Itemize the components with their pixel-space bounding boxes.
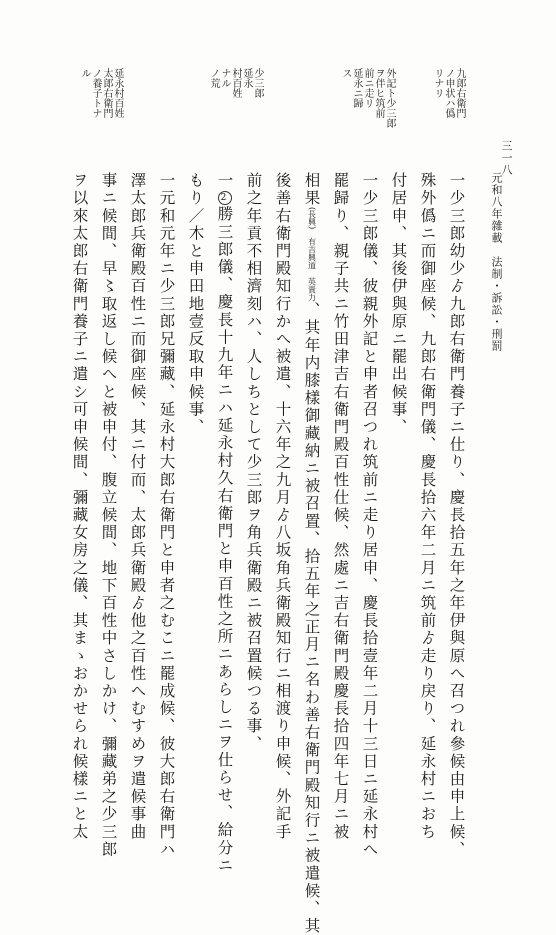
head-note-line: 前ニ走リ xyxy=(362,68,373,108)
head-note-line: 外記ト少三郎 xyxy=(384,68,395,128)
text-column: 一2勝三郎儀、慶長十九年ニハ延永村久右衛門と申百性之所ニあらしニヲ仕らせ、給分ニ xyxy=(215,172,234,875)
running-header: 元和八年雜載 法制・訴訟・刑罰 xyxy=(490,172,503,352)
inline-annotation: (長興) 有吉興道 英貴力 xyxy=(307,207,317,302)
head-note-line: ノ養子トナ xyxy=(90,68,101,118)
head-note-line: ル xyxy=(79,68,90,78)
text-column: 前之年貢不相濟刻ハ、人しちとして少三郎ヲ角兵衛殿ニ被召置候つる事、 xyxy=(244,172,263,753)
text-column: 後善右衛門殿知行かへ被遣、十六年之九月ゟ八坂角兵衛殿知行ニ相渡り申候、外記手 xyxy=(273,172,292,841)
head-note-line: 延永 xyxy=(241,68,252,88)
text-column: 一少三郎儀、彼親外記と申者召つれ筑前ニ走り居申、慶長拾壹年二月十三日ニ延永村へ xyxy=(360,172,379,859)
circled-number: 2 xyxy=(218,191,232,205)
text-column: 一元和元年ニ少三郎兄彌藏、延永村大郎右衛門と申者之むこニ罷成候、彼大郎右衛門ハ xyxy=(157,172,176,859)
head-note-line: 少三郎 xyxy=(252,68,263,98)
head-note-line: 延永ニ歸 xyxy=(351,68,362,108)
head-note-line: 村百姓 xyxy=(230,68,241,98)
head-note-line: ヲ伴ヒ筑前 xyxy=(373,68,384,118)
text-column: ヲ以來太郎右衛門養子ニ遣シ可申候間、彌藏女房之儀、其まゝおかせられ候樣ニと太 xyxy=(70,172,89,841)
head-note-line: ス xyxy=(340,68,351,78)
head-note-line: 九郎右衛門 xyxy=(454,68,465,118)
page-number: 三一八 xyxy=(500,140,513,176)
text-column: 事ニ候間、早〻取返し候へと被申付、腹立候間、地下百性中さしかけ、彌藏弟之少三郎 xyxy=(99,172,118,859)
head-note-line: 延永村百姓 xyxy=(112,68,123,118)
text-column: 相果(長興) 有吉興道 英貴力、其年内膝樣御藏納ニ被召置、拾五年之正月ニ名わ善右衛門殿知行ニ被遣候、其 xyxy=(302,172,321,935)
text-column: 付居申、其後伊與原ニ罷出候事、 xyxy=(389,172,408,436)
text-column: 殊外僞ニ而御座候、九郎右衛門儀、慶長拾六年二月ニ筑前ゟ走り戻り、延永村ニおち xyxy=(418,172,437,841)
head-note-line: ナル xyxy=(219,68,230,88)
head-note-line: リナリ xyxy=(432,68,443,98)
head-note-line: 太郎右衛門 xyxy=(101,68,112,118)
text-column: 罷歸り、親子共ニ竹田津吉右衛門殿百性仕候、然處ニ吉右衛門殿慶長拾四年七月ニ被 xyxy=(331,172,350,841)
text-column: 一少三郎幼少ゟ九郎右衛門養子ニ仕り、慶長拾五年之年伊與原へ召つれ參候由申上候、 xyxy=(447,172,466,859)
head-note-line: ノ申状ハ僞 xyxy=(443,68,454,118)
text-column: 澤太郎兵衛殿百性ニ而御座候、其ニ付而、太郎兵衛殿ゟ他之百性へむすめヲ遣候事曲 xyxy=(128,172,147,841)
text-column: もり／木と申田地壹反取申候事、 xyxy=(186,172,205,436)
head-note-line: ノ荒 xyxy=(208,68,219,88)
